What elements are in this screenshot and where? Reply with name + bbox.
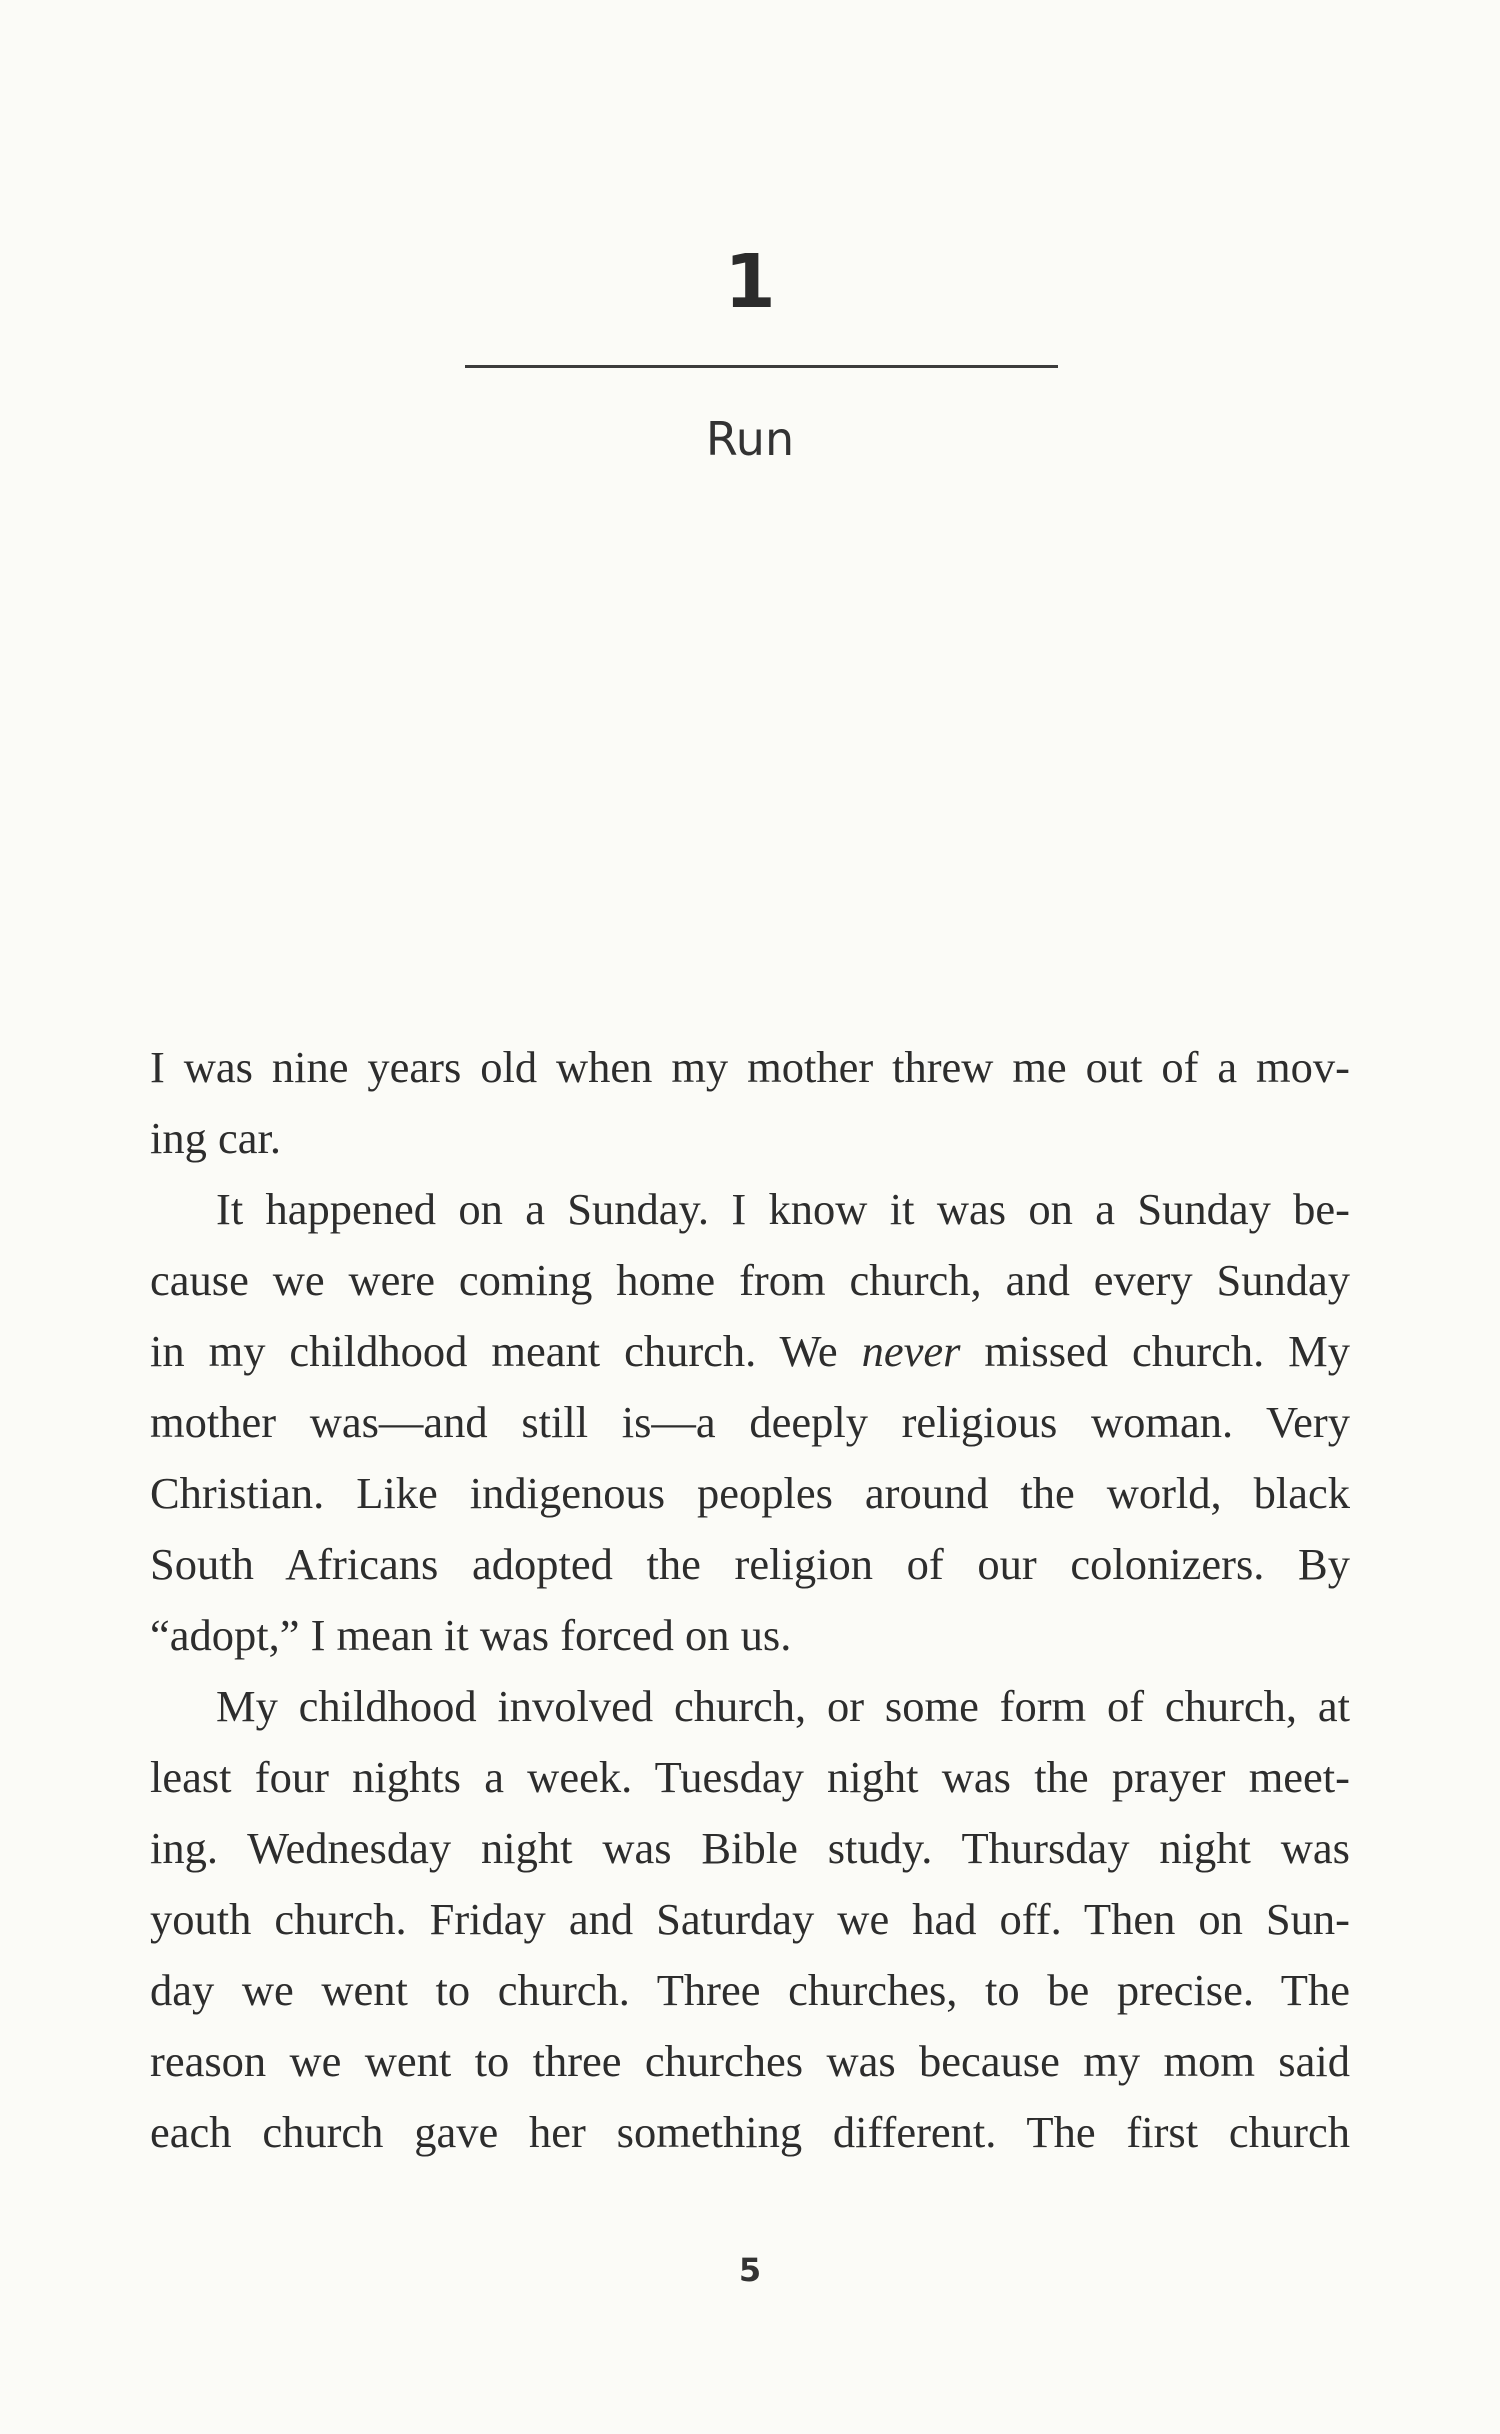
text-line: My childhood involved church, or some form of church, at (216, 1681, 1350, 1731)
text-segment: in my childhood meant church. We (150, 1326, 862, 1376)
text-line: It happened on a Sunday. I know it was on a Sunday be- (216, 1184, 1350, 1234)
text-line: Christian. Like indigenous peoples around the world, black (150, 1468, 1350, 1518)
text-line: mother was—and still is—a deeply religious woman. Very (150, 1397, 1350, 1447)
page-number: 5 (738, 2251, 762, 2289)
text-line: ing car. (150, 1113, 281, 1163)
text-line: “adopt,” I mean it was forced on us. (150, 1610, 792, 1660)
text-line: cause we were coming home from church, and every Sunday (150, 1255, 1350, 1305)
text-line: youth church. Friday and Saturday we had off. Then on Sun- (150, 1894, 1350, 1944)
text-line: South Africans adopted the religion of our colonizers. By (150, 1539, 1350, 1589)
body-text (150, 1032, 1350, 2168)
text-line: reason we went to three churches was because my mom said (150, 2036, 1350, 2086)
emphasized-word: never (861, 1326, 961, 1376)
text-line (150, 1316, 1350, 1387)
text-line: I was nine years old when my mother threw me out of a mov- (150, 1042, 1350, 1092)
text-segment: missed church. My (960, 1326, 1350, 1376)
text-line: each church gave her something different. The first church (150, 2107, 1350, 2157)
text-line: day we went to church. Three churches, to be precise. The (150, 1965, 1350, 2015)
text-line: least four nights a week. Tuesday night was the prayer meet- (150, 1752, 1350, 1802)
chapter-divider-rule (465, 365, 1058, 368)
text-line: ing. Wednesday night was Bible study. Thursday night was (150, 1823, 1350, 1873)
chapter-title: Run (705, 412, 795, 466)
chapter-number: 1 (724, 239, 776, 325)
